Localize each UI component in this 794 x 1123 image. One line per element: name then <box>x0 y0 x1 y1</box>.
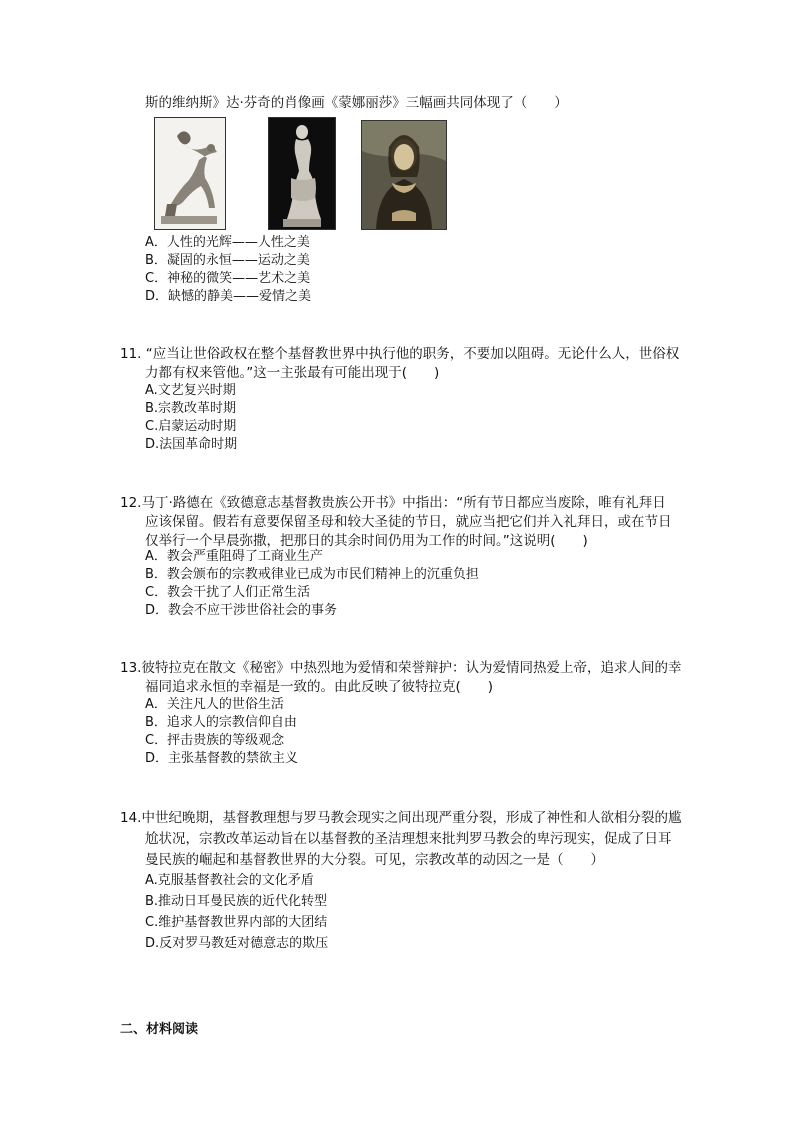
q12-option-c[interactable]: C．教会干扰了人们正常生活 <box>145 585 311 600</box>
venus-image <box>268 117 336 230</box>
discobolus-image <box>154 117 226 230</box>
q13-stem-line-1: 13.彼特拉克在散文《秘密》中热烈地为爱情和荣誉辩护：认为爱情同热爱上帝，追求人间的幸 <box>120 660 682 676</box>
q11-option-c[interactable]: C.启蒙运动时期 <box>145 419 237 434</box>
q10-option-d[interactable]: D．缺憾的静美——爱情之美 <box>145 289 312 304</box>
mona-lisa-image <box>361 120 447 230</box>
q13-option-d[interactable]: D．主张基督教的禁欲主义 <box>145 751 299 766</box>
discobolus-statue-illustration <box>155 118 225 229</box>
q11-option-d[interactable]: D.法国革命时期 <box>145 437 238 452</box>
q11-option-a[interactable]: A.文艺复兴时期 <box>145 383 236 398</box>
q11-stem-line-1: 11. “应当让世俗政权在整个基督教世界中执行他的职务，不要加以阻碍。无论什么人，世俗权 <box>120 346 680 362</box>
q10-stem-tail: 斯的维纳斯》达·芬奇的肖像画《蒙娜丽莎》三幅画共同体现了（ ） <box>145 95 568 111</box>
q12-option-b[interactable]: B．教会颁布的宗教戒律业已成为市民们精神上的沉重负担 <box>145 567 479 582</box>
q13-option-b[interactable]: B．追求人的宗教信仰自由 <box>145 715 297 730</box>
q10-option-a[interactable]: A．人性的光辉——人性之美 <box>145 235 310 250</box>
mona-lisa-illustration <box>362 121 446 229</box>
q13-stem-line-2: 福同追求永恒的幸福是一致的。由此反映了彼特拉克( ) <box>145 679 494 695</box>
q10-option-b[interactable]: B．凝固的永恒——运动之美 <box>145 253 310 268</box>
q10-option-c[interactable]: C．神秘的微笑——艺术之美 <box>145 271 311 286</box>
q12-stem-line-1: 12.马丁·路德在《致德意志基督教贵族公开书》中指出：“所有节日都应当废除，唯有礼拜日 <box>120 495 666 511</box>
q11-stem-line-2: 力都有权来管他。”这一主张最有可能出现于( ) <box>145 365 440 381</box>
q14-option-c[interactable]: C.维护基督教世界内部的大团结 <box>145 915 328 930</box>
q12-option-d[interactable]: D．教会不应干涉世俗社会的事务 <box>145 603 338 618</box>
venus-statue-illustration <box>269 118 335 229</box>
q13-option-c[interactable]: C．抨击贵族的等级观念 <box>145 733 285 748</box>
q12-stem-line-3: 仅举行一个早晨弥撒，把那日的其余时间仍用为工作的时间。”这说明( ) <box>145 533 588 549</box>
q13-option-a[interactable]: A．关注凡人的世俗生活 <box>145 697 284 712</box>
q11-option-b[interactable]: B.宗教改革时期 <box>145 401 237 416</box>
q14-option-d[interactable]: D.反对罗马教廷对德意志的欺压 <box>145 936 329 951</box>
q14-option-b[interactable]: B.推动日耳曼民族的近代化转型 <box>145 894 328 909</box>
section-2-title: 二、材料阅读 <box>120 1022 199 1037</box>
q12-option-a[interactable]: A．教会严重阻碍了工商业生产 <box>145 549 323 564</box>
q14-stem-line-3: 曼民族的崛起和基督教世界的大分裂。可见，宗教改革的动因之一是（ ） <box>145 852 604 868</box>
q12-stem-line-2: 应该保留。假若有意要保留圣母和较大圣徒的节日，就应当把它们并入礼拜日，或在节日 <box>145 514 672 530</box>
q14-option-a[interactable]: A.克服基督教社会的文化矛盾 <box>145 873 314 888</box>
q14-stem-line-1: 14.中世纪晚期，基督教理想与罗马教会现实之间出现严重分裂，形成了神性和人欲相分裂的尴 <box>120 810 682 826</box>
q14-stem-line-2: 尬状况，宗教改革运动旨在以基督教的圣洁理想来批判罗马教会的卑污现实，促成了日耳 <box>145 831 672 847</box>
